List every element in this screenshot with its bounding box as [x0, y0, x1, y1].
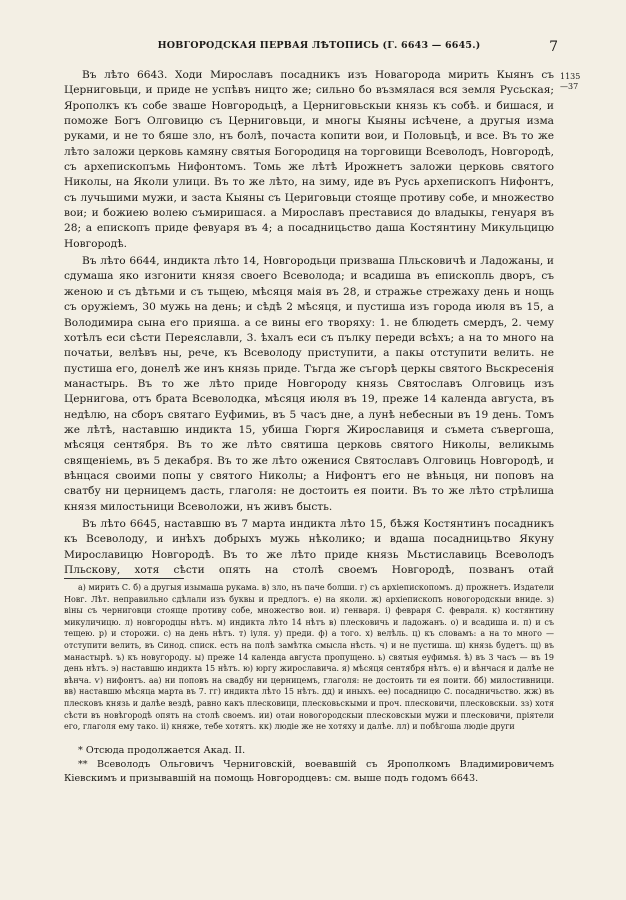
chronicle-text	[64, 68, 554, 578]
margin-year-notes	[560, 72, 600, 92]
variant-readings	[64, 582, 554, 738]
margin-note: —37	[560, 82, 579, 91]
margin-note: 1135	[560, 72, 581, 81]
note-one: * Отсюда продолжается Акад. II.	[78, 745, 246, 756]
editorial-notes	[64, 744, 554, 786]
note-two: ** Всеволодъ Ольговичъ Черниговскій, воевавшій съ Ярополкомъ Владимировичемъ Кіевскимъ и призывавшій на помощь Новгородцевъ: см. выше подъ годомъ 6643.	[64, 759, 554, 784]
footnote-rule	[64, 578, 184, 579]
running-title: НОВГОРОДСКАЯ ПЕРВАЯ ЛѢТОПИСЬ (Г. 6643 — 6645.)	[157, 40, 481, 51]
entry-6644: Въ лѣто 6644, индикта лѣто 14, Новгородьци призваша Пльсковичѣ и Ладожаны, и сдумаша яко изгонити князя своего Всеволода; и всадиша въ епископль дворъ, съ женою и съ дѣтьми и съ тьщею, мѣсяця маія въ 28, и стражье стрежаху день и нощь съ оружіемъ, 30 мужь на день; и сѣдѣ 2 мѣсяця, и пустиша изъ города июля въ 15, а Володимира сына его прияша. а се вины его творяхуː 1. не блюдеть смердъ, 2. чему хотѣлъ еси сѣсти Переяславли, 3. ѣхалъ еси съ пълку переди всѣхъ; а на то много на початьи, велѣвъ ны, рече, къ Всеволоду приступити, а пакы отступити велить. не пустиша его, донелѣ же инъ князь приде. Тъгда же съгорѣ церкы святого Вьскресенія манастырь. Въ то же лѣто приде Новгороду князь Святославъ Олговиць изъ Цернигова, отъ брата Всеволодка, мѣсяця июля въ 19, преже 14 календа августа, въ недѣлю, на сборъ святаго Еуфимиь, въ 5 часъ дне, а лунѣ небесныи въ 19 день. Томъ же лѣтѣ, наставшю индикта 15, убиша Гюргя Жирославиця и съмета съвергоша, мѣсяця сентября. Въ то же лѣто святиша церковь святого Николы, великымь священіемь, въ 5 декабря. Въ то же лѣто оженися Святославъ Олговиць Новгородѣ, и вѣнцася своими попы у святого Николы; а Нифонтъ его не вѣньця, ни поповъ на сватбу ни церницемъ дасть, глаголя: не достоить ея поити. Въ то же лѣто стрѣлиша князя милостьници Всеволожи, нъ живъ бысть.	[64, 255, 554, 513]
variant-readings-text: а) мирить С. б) а другыя изымаша рукама. в) зло, нъ паче болши. г) съ архіепископомъ. д) прожнетъ. Издатели Новг. Лѣт. неправильно сдѣлали изъ буквы и предлогъ. е) на яколи. ж) архіепископъ новогородскыи вниде. з) віны съ черниговци стояще противу собе, множество вои. и) генваря. і) февраря С. февраля. к) костянтину микуличицю. л) новгородцы нѣтъ. м) индикта лѣто 14 нѣтъ в) плесковичь и ладожанъ. о) и всадиша и. п) и съ тещею. р) и сторожи. с) на день нѣтъ. т) іуля. у) преди. ф) а того. х) велѣль. ц) къ словамъ: а на то много — отступити велить, въ Синод. списк. есть на полѣ замѣтка смысла нѣсть. ч) и не пустиша. ш) князь будетъ. щ) въ манастырѣ. ъ) къ новугороду. ы) преже 14 календа августа пропущено. ь) святыя еуфимья. ѣ) въ 3 часъ — въ 19 день нѣтъ. э) наставшю индикта 15 нѣтъ. ю) юргу жирославича. я) мѣсяця сентября нѣтъ. ѳ) и вѣнчася и далѣе не вѣнча. ѵ) нифонтъ. аа) ни поповъ на свадбу ни церницемъ, глаголя: не достоить ти ея поити. бб) милостивници. вв) наставшю мѣсяца марта въ 7. гг) индикта лѣто 15 нѣтъ. дд) и иныхъ. ее) посадницю С. посадничьство. жж) въ плесковъ князь и далѣе вездѣ, равно какъ плесковици, плесковьскыми и проч. плесковичи, плесковскыи. зз) хотя сѣсти въ новѣгородѣ опять на столѣ своемъ. ии) отаи новогородскыи плесковскыи мужи и плесковичи, пріятели его, глаголя ему тако. іі) княже, тебе хотятъ. кк) людіе же не хотяху и далѣе. лл) и побѣгоша людіе други	[64, 583, 554, 732]
page-number: 7	[549, 39, 558, 55]
entry-6645: Въ лѣто 6645, наставшю въ 7 марта индикта лѣто 15, бѣжя Костянтинъ посадникъ къ Всеволоду, и инѣхъ добрыхъ мужь нѣколико; и вдаша посадницьтво Якуну Мирославицю Новгородѣ. Въ то же лѣто приде князь Мьстиславиць Всеволодъ Пльскову, хотя сѣсти опять на столѣ своемъ Новгородѣ, позванъ отай	[64, 517, 554, 576]
entry-6643: Въ лѣто 6643. Ходи Мирославъ посадникъ изъ Новагорода мирить Кыянъ съ Церниговьци, и приде не успѣвъ ницто же; сильно бо възмялася вся земля Русьская; Ярополкъ къ собе зваше Новгородьцѣ, а Церниговьскыи князь къ собѣ. и бишася, и поможе Богъ Олговицю съ Церниговьци, и многы Кыяны исѣчене, а другыя изма руками, и не то бяше зло, нъ болѣ, почаста копити вои, и Половьцѣ, и все. Въ то же лѣто заложи церковь камяну святыя Богородиця на торговищи Всеволодъ, Новгородѣ, съ архепископъмь Нифонтомъ. Томь же лѣтѣ Ирожнетъ заложи церковь святого Николы, на Яколи улици. Въ то же лѣто, на зиму, иде въ Русь архепископъ Нифонтъ, съ лучьшими мужи, и заста Кыяны съ Цериговьци стояще противу собе, и множество вои; и божиею волею съмиришася. а Мирославъ преставися до владыкы, генуаря въ 28; а епископъ приде февуаря въ 4; а посадницьство даша Костянтину Микульцицю Новгородѣ.	[64, 69, 554, 250]
